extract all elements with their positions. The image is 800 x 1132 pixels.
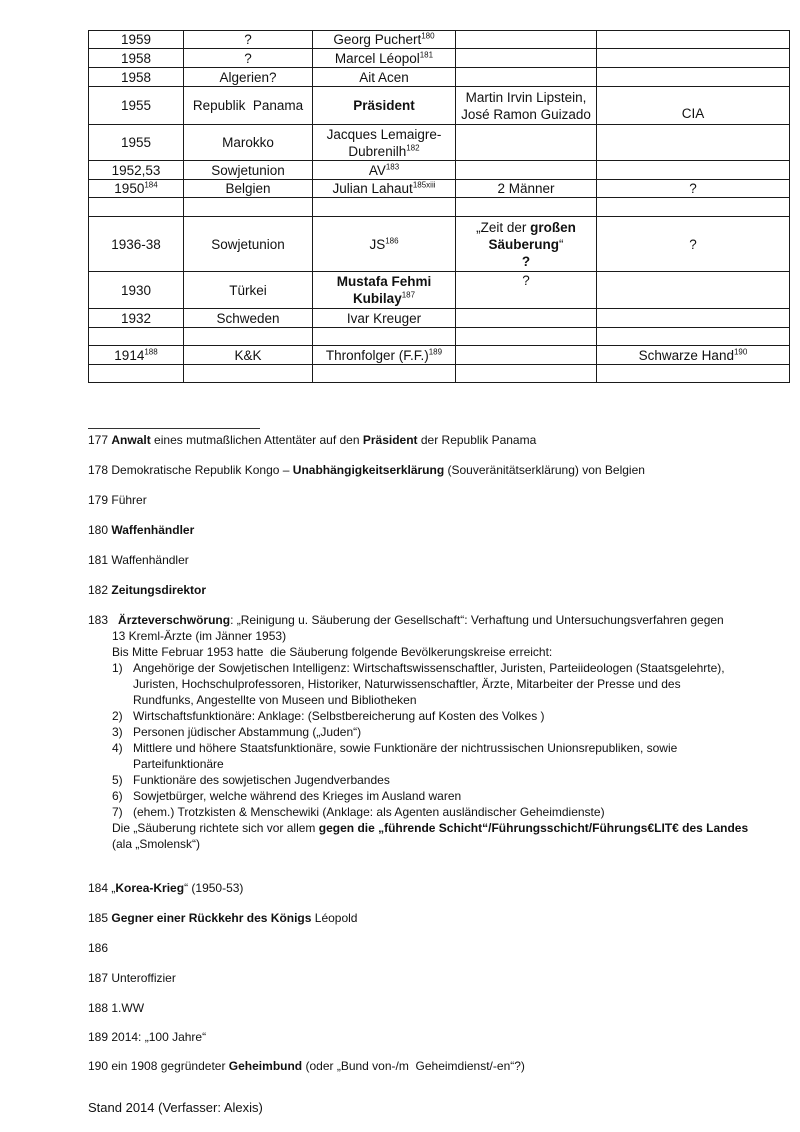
list-item: 7) (ehem.) Trotzkisten & Menschewiki (Anklage: als Agenten ausländischer Geheimdienste) [112, 805, 605, 819]
col4-cell [456, 198, 597, 217]
table-row [89, 272, 790, 309]
col4-cell [456, 161, 597, 180]
footnote-ref[interactable]: 181 [419, 50, 434, 59]
table-row [89, 125, 790, 161]
footnote-183: 183 Ärzteverschwörung: „Reinigung u. Säuberung der Gesellschaft“: Verhaftung und Untersuchungsverfahren gegen 13 Kreml-Ärzte (im Jänner 1953) Bis Mitte Februar 1953 hatte die Säuberung folgende Bevölkerungskreise erreicht: 1) Angehörige der Sowjetischen Intelligenz: Wirtschaftswissenschaftler, Juristen, Parteiideologen (Staatsgelehrte), Juristen, Hochschulprofessoren, Historiker, Naturwissenschaftler, Ärzte, Mitarbeiter der Presse und des Rundfunks, Angestellte von Museen und Bibliotheken 2) Wirtschaftsfunktionäre: Anklage: (Selbstbereicherung auf Kosten des Volkes ) 3) Personen jüdischer Abstammung („Juden“) 4) Mittlere und höhere Staatsfunktionäre, sowie Funktionäre der nichtrussischen Unionsrepubliken, sowie Parteifunktionäre 5) Funktionäre des sowjetischen Jugendverbandes 6) Sowjetbürger, welche während des Krieges im Ausland waren 7) (ehem.) Trotzkisten & Menschewiki (Anklage: als Agenten ausländischer Geheimdienste) Die „Säuberung richtete sich vor allem gegen die „führende Schicht“/Führungsschicht/Führungs€LIT€ des Landes (ala „Smolensk“) [88, 612, 788, 852]
events-table [88, 30, 790, 383]
year-cell: 1959 [89, 31, 184, 49]
person-cell: Marcel Léopol$^{181}$ [313, 49, 456, 68]
col5-cell [597, 125, 790, 161]
table-row [89, 346, 790, 365]
list-item: 2) Wirtschaftsfunktionäre: Anklage: (Selbstbereicherung auf Kosten des Volkes ) [112, 709, 545, 723]
footnote-ref[interactable]: 185xiii [412, 180, 436, 190]
person-cell: Mustafa Fehmi Kubilay$^{187}$ [313, 272, 456, 309]
footnote-ref[interactable]: 180 [421, 31, 435, 41]
col4-cell [456, 49, 597, 68]
footnote-ref[interactable]: 190 [733, 347, 748, 356]
country-cell: Marokko [184, 125, 313, 161]
year-cell: 1930 [89, 272, 184, 309]
person-cell [313, 365, 456, 383]
year-cell [89, 365, 184, 383]
footnote-190: 190 ein 1908 gegründeter Geheimbund (oder „Bund von-/m Geheimdienst/-en“?) [88, 1059, 525, 1073]
person-cell: Ait Acen [313, 68, 456, 87]
country-cell: Sowjetunion [184, 217, 313, 272]
col5-cell [597, 272, 790, 309]
year-cell: 1950$^{184}$ [89, 180, 184, 198]
year-cell: 1955 [89, 87, 184, 125]
country-cell: Algerien? [184, 68, 313, 87]
col4-cell [456, 346, 597, 365]
country-cell [184, 198, 313, 217]
country-cell [184, 365, 313, 383]
footnote-ref[interactable]: 189 [428, 347, 443, 356]
footnote-185: 185 Gegner einer Rückkehr des Königs Léopold [88, 911, 358, 925]
person-cell: AV$^{183}$ [313, 161, 456, 180]
col5-cell: ? [597, 180, 790, 198]
list-item: 5) Funktionäre des sowjetischen Jugendverbandes [112, 773, 390, 787]
footnote-182: 182 Zeitungsdirektor [88, 583, 207, 597]
col5-cell [597, 68, 790, 87]
footnote-178: 178 Demokratische Republik Kongo – Unabhängigkeitserklärung (Souveränitätserklärung) von Belgien [88, 463, 645, 477]
col4-cell: 2 Männer [456, 180, 597, 198]
country-cell: ? [184, 49, 313, 68]
footnote-separator [88, 428, 260, 429]
country-cell: Republik Panama [184, 87, 313, 125]
col4-cell [456, 68, 597, 87]
person-cell: Jacques Lemaigre- Dubrenilh$^{182}$ [313, 125, 456, 161]
col5-cell: Schwarze Hand$^{190}$ [597, 346, 790, 365]
table-row [89, 309, 790, 328]
person-cell: Julian Lahaut$^{185xiii}$ [313, 180, 456, 198]
footnote-181: 181 Waffenhändler [88, 553, 189, 567]
person-cell: Georg Puchert$^{180}$ [313, 31, 456, 49]
table-row-empty [89, 198, 790, 217]
footnote-184: 184 „Korea-Krieg“ (1950-53) [88, 881, 244, 895]
col5-cell [597, 328, 790, 346]
table-row [89, 31, 790, 49]
col4-cell [456, 125, 597, 161]
list-item: 4) Mittlere und höhere Staatsfunktionäre, sowie Funktionäre der nichtrussischen Unionsrepubliken, sowie Parteifunktionäre [112, 741, 678, 771]
table-row [89, 49, 790, 68]
year-cell: 1936-38 [89, 217, 184, 272]
col5-cell [597, 309, 790, 328]
footnote-179: 179 Führer [88, 493, 147, 507]
footnote-180: 180 Waffenhändler [88, 523, 195, 537]
year-cell: 1955 [89, 125, 184, 161]
country-cell [184, 328, 313, 346]
footnote-ref[interactable]: 184 [144, 180, 158, 190]
footnote-189: 189 2014: „100 Jahre“ [88, 1030, 207, 1044]
table-row [89, 217, 790, 272]
col4-cell [456, 31, 597, 49]
country-cell: ? [184, 31, 313, 49]
table-row [89, 161, 790, 180]
year-cell: 1932 [89, 309, 184, 328]
year-cell: 1914$^{188}$ [89, 346, 184, 365]
table-row-empty [89, 328, 790, 346]
country-cell: Türkei [184, 272, 313, 309]
footnote-ref[interactable]: 188 [144, 347, 158, 356]
year-cell [89, 328, 184, 346]
list-item: 1) Angehörige der Sowjetischen Intelligenz: Wirtschaftswissenschaftler, Juristen, Parteiideologen (Staatsgelehrte), Juristen, Hochschulprofessoren, Historiker, Naturwissenschaftler, Ärzte, Mitarbeiter der Presse und des Rundfunks, Angestellte von Museen und Bibliotheken [112, 661, 725, 707]
person-cell: JS$^{186}$ [313, 217, 456, 272]
table-row [89, 180, 790, 198]
country-cell: K&K [184, 346, 313, 365]
col5-cell: CIA [597, 87, 790, 125]
col4-cell: „Zeit der großen Säuberung“ ? [456, 217, 597, 272]
person-cell: Ivar Kreuger [313, 309, 456, 328]
col5-cell [597, 161, 790, 180]
person-cell: Thronfolger $(F.F.)^{189}$ [313, 346, 456, 365]
col5-cell: ? [597, 217, 790, 272]
year-cell: 1952,53 [89, 161, 184, 180]
footnote-ref[interactable]: 187 [401, 290, 416, 300]
table-row-empty [89, 365, 790, 383]
year-cell: 1958 [89, 68, 184, 87]
year-cell: 1958 [89, 49, 184, 68]
col4-cell: Martin Irvin Lipstein, José Ramon Guizado [456, 87, 597, 125]
footnote-ref[interactable]: 186 [385, 236, 399, 245]
year-cell [89, 198, 184, 217]
person-cell [313, 198, 456, 217]
col4-cell [456, 328, 597, 346]
footnote-186: 186 [88, 941, 109, 955]
person-cell: Präsident [313, 87, 456, 125]
country-cell: Belgien [184, 180, 313, 198]
list-item: 3) Personen jüdischer Abstammung („Juden“) [112, 725, 362, 739]
table-row [89, 87, 790, 125]
footnote-ref[interactable]: 182 [406, 143, 420, 152]
footnote-188: 188 1.WW [88, 1001, 145, 1015]
list-item: 6) Sowjetbürger, welche während des Krieges im Ausland waren [112, 789, 462, 803]
country-cell: Sowjetunion [184, 161, 313, 180]
col5-cell [597, 198, 790, 217]
col5-cell [597, 31, 790, 49]
page-footer: Stand 2014 (Verfasser: Alexis) [88, 1100, 263, 1115]
footnote-ref[interactable]: 183 [385, 162, 400, 171]
table-row [89, 68, 790, 87]
country-cell: Schweden [184, 309, 313, 328]
col5-cell [597, 365, 790, 383]
col4-cell: ? [456, 272, 597, 309]
footnote-177: 177 Anwalt eines mutmaßlichen Attentäter auf den Präsident der Republik Panama [88, 433, 537, 447]
col4-cell [456, 309, 597, 328]
person-cell [313, 328, 456, 346]
col5-cell [597, 49, 790, 68]
col4-cell [456, 365, 597, 383]
footnote-187: 187 Unteroffizier [88, 971, 176, 985]
